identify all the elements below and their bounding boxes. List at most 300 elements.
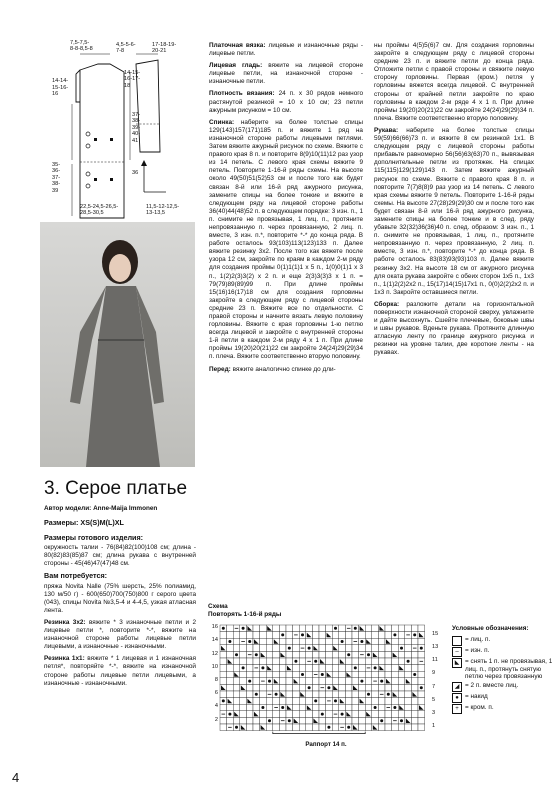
chart-cell [279, 711, 286, 718]
chart-cell [293, 671, 300, 678]
chart-cell [233, 645, 240, 652]
chart-cell [352, 652, 359, 659]
chart-cell [378, 685, 385, 692]
chart-cell [398, 711, 405, 718]
chart-cell [392, 638, 399, 645]
chart-cell [365, 704, 372, 711]
materials-text: пряжа Novita Nalle (75% шерсть, 25% полиамид, 130 м/50 г) - 600(650)700(750)800 г серого цвета (043), спицы Novita №3,5-4 и 4-4,5, узкая атласная лента. [44, 582, 196, 614]
chart-cell [299, 652, 306, 659]
yarn-over-mark [301, 634, 304, 637]
chart-cell [359, 632, 366, 639]
chart-cell [319, 691, 326, 698]
chart-cell [352, 671, 359, 678]
chart-cell [326, 645, 333, 652]
chart-cell [312, 724, 319, 731]
chart-cell [273, 652, 280, 659]
chart-cell [253, 698, 260, 705]
schematic-label-bottom-left: 22,5-24,5-26,5- 28,5-30,5 [80, 204, 119, 217]
yarn-over-mark [228, 640, 231, 643]
chart-cell [345, 645, 352, 652]
chart-cell [378, 625, 385, 632]
chart-cell [299, 724, 306, 731]
chart-cell [378, 652, 385, 659]
chart-cell [385, 652, 392, 659]
chart-cell [293, 698, 300, 705]
yarn-over-mark [360, 640, 363, 643]
chart-cell [293, 718, 300, 725]
chart-cell [306, 652, 313, 659]
chart-cell [339, 665, 346, 672]
chart-cell [293, 638, 300, 645]
legend-item-skpo: ◣ = снять 1 п. не провязывая, 1 лиц. п., протянуть снятую петлю через провязанную [452, 658, 556, 680]
chart-cell [392, 724, 399, 731]
chart-cell [398, 625, 405, 632]
yarn-over-mark [347, 653, 350, 656]
chart-cell [286, 658, 293, 665]
chart-cell [306, 665, 313, 672]
chart-cell [352, 645, 359, 652]
chart-cell [299, 691, 306, 698]
chart-cell [233, 711, 240, 718]
schematic-label-side-right-mid: 37- 38- 39- 40- 41 [132, 112, 141, 144]
chart-cell [293, 625, 300, 632]
chart-cell [286, 685, 293, 692]
chart-cell [260, 632, 267, 639]
chart-cell [418, 625, 425, 632]
sleeve-text: наберите на более толстые спицы 59(59)66(66)73 п. и вяжите 8 см резинкой 1х1. В следующем ряду с лицевой стороны работы прибавьте равномерно 56(56)63(63)70 п., вывязывая дополнительные петли из протяжек. На спицах 115(115)129(129)143 п. Затем вяжите ажурный рисунок по схеме. Вяжите с правого края 8 п. и повторите 7(7)8(8)9 раз узор из 14 петель. С левого края схемы вяжите 9 петель. Повторите 1-16-й ряды схемы. На высоте 27(28)29(29)30 см и после того как будет связан 8-й или 16-й ряд ажурного рисунка, замените спицы на более тонкие и в след. ряду убавьте 32(32)36(36)40 п. след. образом: 3 изн. п., 1 п. снимите не провязывая, 1 лиц. п., протяните непровязанную п. через провязанную, 2 лиц. п. вместе, 3 изн. п.*, повторите *-* до конца ряда. В работе осталось 83(83)93(93)103 п. Далее вяжите резинку 3х2. На высоте 18 см от ажурного рисунка для оката рукава закройте с обеих сторон 1х5 п., 1х3 п., 1(1)2(2)2х2 п., 15(17)14(15)17х1 п., 0(0)2(2)2х2 п. и 1х3 п. Закройте оставшиеся петли. [374, 126, 534, 296]
chart-cell [253, 678, 260, 685]
chart-cell [339, 632, 346, 639]
chart-cell [299, 658, 306, 665]
chart-cell [332, 691, 339, 698]
chart-cell [372, 625, 379, 632]
yarn-over-mark [281, 634, 284, 637]
chart-cell [246, 691, 253, 698]
chart-cell [279, 638, 286, 645]
right-column [374, 42, 534, 360]
yarn-over-mark [413, 634, 416, 637]
chart-cell [233, 718, 240, 725]
chart-cell [220, 718, 227, 725]
chart-cell [286, 711, 293, 718]
chart-cell [227, 665, 234, 672]
chart-cell [306, 718, 313, 725]
chart-cell [405, 652, 412, 659]
chart-cell [352, 698, 359, 705]
finished-label: Размеры готового изделия: [44, 532, 144, 542]
chart-cell [352, 718, 359, 725]
chart-cell [411, 625, 418, 632]
chart-row-number: 1 [432, 723, 436, 730]
chart-cell [411, 638, 418, 645]
yarn-over-mark [314, 700, 317, 703]
assembly-label: Сборка: [374, 300, 400, 308]
chart-cell [240, 645, 247, 652]
chart-cell [253, 718, 260, 725]
chart-cell [332, 665, 339, 672]
yarn-over-mark [407, 660, 410, 663]
chart-cell [246, 724, 253, 731]
yarn-over-mark [327, 686, 330, 689]
chart-row-number: 7 [432, 683, 436, 690]
chart-cell [227, 625, 234, 632]
chart-cell [405, 685, 412, 692]
chart-row-number: 4 [214, 703, 218, 710]
chart-cell [352, 711, 359, 718]
chart-cell [273, 671, 280, 678]
chart-cell [339, 645, 346, 652]
chart-row-number: 14 [211, 637, 218, 644]
chart-cell [246, 658, 253, 665]
chart-cell [273, 645, 280, 652]
chart-cell [253, 711, 260, 718]
rib32-text: вяжите * 3 изнаночные петли и 2 лицевые петли *, повторите *-*, вяжите на изнаночной стороне работы лицевые петли лицевыми, а изнаночные - изнаночными. [44, 618, 196, 651]
yarn-over-mark [420, 647, 423, 650]
chart-cell [306, 638, 313, 645]
chart-cell [378, 658, 385, 665]
chart-cell [266, 638, 273, 645]
chart-grid [208, 621, 444, 745]
chart-cell [359, 685, 366, 692]
chart-cell [319, 632, 326, 639]
chart-cell [260, 658, 267, 665]
chart-cell [253, 671, 260, 678]
yarn-over-mark [261, 667, 264, 670]
yarn-over-mark [308, 647, 311, 650]
chart-cell [312, 632, 319, 639]
yarn-over-mark [341, 713, 344, 716]
chart-cell [286, 638, 293, 645]
chart-cell [359, 665, 366, 672]
k2tog-symbol-icon: ◢ [452, 682, 462, 692]
chart-cell [392, 665, 399, 672]
chart-cell [279, 658, 286, 665]
chart-cell [319, 652, 326, 659]
chart-cell [378, 711, 385, 718]
chart-cell [319, 698, 326, 705]
chart-cell [411, 658, 418, 665]
chart-cell [220, 724, 227, 731]
chart-cell [326, 652, 333, 659]
chart-cell [246, 645, 253, 652]
chart-cell [339, 678, 346, 685]
chart-cell [418, 724, 425, 731]
chart-cell [253, 685, 260, 692]
yarn-over-mark [255, 693, 258, 696]
chart-cell [240, 718, 247, 725]
page-title: 3. Серое платье [44, 478, 188, 499]
chart-cell [266, 698, 273, 705]
chart-cell [293, 665, 300, 672]
chart-cell [359, 691, 366, 698]
rib11-label: Резинка 1х1: [44, 655, 85, 663]
chart-cell [392, 625, 399, 632]
chart-cell [411, 698, 418, 705]
chart-cell [359, 625, 366, 632]
chart-cell [227, 671, 234, 678]
chart-cell [293, 645, 300, 652]
chart-cell [220, 638, 227, 645]
yarn-over-mark [321, 673, 324, 676]
chart-cell [365, 711, 372, 718]
chart-cell [312, 645, 319, 652]
chart-cell [319, 638, 326, 645]
chart-cell [345, 658, 352, 665]
chart-cell [299, 698, 306, 705]
chart-cell [319, 625, 326, 632]
chart-cell [411, 724, 418, 731]
chart-cell [279, 691, 286, 698]
materials-label: Вам потребуется: [44, 571, 108, 581]
chart-cell [233, 665, 240, 672]
chart-cell [418, 671, 425, 678]
chart-cell [405, 665, 412, 672]
selvedge-symbol-icon: + [452, 704, 462, 714]
chart-cell [273, 724, 280, 731]
chart-cell [411, 678, 418, 685]
chart-cell [405, 678, 412, 685]
chart-cell [345, 718, 352, 725]
schematic-drawing [50, 42, 200, 220]
chart-cell [240, 678, 247, 685]
chart-cell [372, 658, 379, 665]
chart-cell [392, 658, 399, 665]
chart-cell [345, 638, 352, 645]
stockinette-text: вяжите на лицевой стороне лицевые петли, на изнаночной стороне - изнаночные петли. [209, 62, 364, 86]
chart-cell [260, 638, 267, 645]
chart-cell [233, 685, 240, 692]
chart-cell [273, 698, 280, 705]
chart-cell [279, 698, 286, 705]
chart-cell [240, 632, 247, 639]
chart-cell [279, 724, 286, 731]
yarn-over-mark [367, 693, 370, 696]
chart-cell [326, 632, 333, 639]
chart-cell [293, 711, 300, 718]
chart-cell [352, 658, 359, 665]
chart-cell [326, 665, 333, 672]
chart-cell [372, 718, 379, 725]
chart-row-number: 11 [432, 657, 438, 664]
chart-cell [326, 671, 333, 678]
chart-cell [293, 678, 300, 685]
chart-cell [411, 665, 418, 672]
chart-cell [299, 718, 306, 725]
legend [452, 625, 556, 715]
chart-cell [227, 652, 234, 659]
chart-cell [345, 671, 352, 678]
chart-cell [326, 638, 333, 645]
chart-cell [352, 678, 359, 685]
chart-cell [418, 678, 425, 685]
chart-cell [326, 704, 333, 711]
chart-cell [385, 698, 392, 705]
chart-cell [385, 711, 392, 718]
schematic-label-left-low: 35- 36- 37- 38- 39 [52, 162, 61, 194]
chart-cell [365, 671, 372, 678]
chart-cell [319, 718, 326, 725]
chart-title: Схема [208, 603, 228, 610]
skpo-symbol-icon: ◣ [452, 658, 462, 668]
chart-cell [365, 724, 372, 731]
chart-cell [398, 678, 405, 685]
yarn-over-mark [354, 627, 357, 630]
schematic-label-bottom-right: 11,5-12-12,5- 13-13,5 [146, 204, 180, 217]
chart-cell [286, 678, 293, 685]
chart-cell [266, 671, 273, 678]
yarn-over-mark [268, 719, 271, 722]
chart-cell [378, 724, 385, 731]
chart-row-number: 10 [211, 663, 218, 670]
chart-cell [227, 718, 234, 725]
chart-cell [286, 652, 293, 659]
chart-cell [326, 718, 333, 725]
chart-cell [332, 724, 339, 731]
sizes-label: Размеры: [44, 518, 79, 528]
chart-cell [312, 685, 319, 692]
chart-cell [266, 724, 273, 731]
yarn-over-mark [341, 640, 344, 643]
chart-cell [372, 638, 379, 645]
chart-cell [405, 625, 412, 632]
chart-cell [385, 632, 392, 639]
chart-cell [227, 685, 234, 692]
chart-cell [306, 711, 313, 718]
chart-cell [398, 671, 405, 678]
yarn-over-mark [374, 706, 377, 709]
knitting-chart [208, 603, 444, 748]
chart-cell [339, 691, 346, 698]
chart-cell [240, 652, 247, 659]
chart-cell [345, 711, 352, 718]
yarn-over-mark [387, 693, 390, 696]
chart-cell [392, 678, 399, 685]
chart-cell [418, 718, 425, 725]
chart-cell [392, 671, 399, 678]
chart-cell [233, 704, 240, 711]
chart-cell [332, 718, 339, 725]
chart-cell [385, 685, 392, 692]
page-number: 4 [12, 770, 20, 785]
chart-cell [233, 691, 240, 698]
chart-cell [260, 652, 267, 659]
chart-cell [246, 718, 253, 725]
chart-cell [266, 711, 273, 718]
chart-cell [260, 698, 267, 705]
chart-cell [398, 658, 405, 665]
chart-cell [227, 632, 234, 639]
chart-cell [306, 691, 313, 698]
chart-cell [240, 691, 247, 698]
chart-cell [332, 652, 339, 659]
chart-cell [378, 645, 385, 652]
chart-cell [273, 658, 280, 665]
yarn-over-mark [367, 653, 370, 656]
chart-cell [227, 691, 234, 698]
legend-item-knit: = лиц. п. [452, 636, 556, 646]
chart-cell [299, 685, 306, 692]
yarn-over-mark [248, 680, 251, 683]
chart-cell [286, 625, 293, 632]
chart-cell [365, 632, 372, 639]
chart-cell [359, 645, 366, 652]
chart-cell [266, 704, 273, 711]
chart-cell [378, 671, 385, 678]
author-label: Автор модели: [44, 505, 92, 512]
schematic-label-top-left: 7,5-7,5- 8-8-8,5-8 [70, 40, 93, 53]
chart-cell [273, 718, 280, 725]
yarn-over-mark [400, 647, 403, 650]
chart-cell [398, 691, 405, 698]
chart-cell [279, 665, 286, 672]
chart-cell [411, 685, 418, 692]
chart-cell [299, 665, 306, 672]
chart-cell [378, 638, 385, 645]
chart-cell [405, 698, 412, 705]
chart-cell [299, 638, 306, 645]
chart-cell [385, 665, 392, 672]
chart-cell [398, 685, 405, 692]
rib11-text: вяжите * 1 лицевая и 1 изнаночная петля*, повторяйте *-*, вяжите на изнаночной стороне работы лицевые петли лицевыми, а изнаночные - изнаночными. [44, 655, 196, 687]
assembly-text: разложите детали на горизонтальной поверхности изнаночной стороной сверху, увлажните и дайте высохнуть. Сшейте плечевые, боковые швы и швы рукавов. Вденьте рукава. Протяните длинную атласную ленту по границе ажурного рисунка и резинки на уровне талии, две короткие ленты - на рукавах. [374, 300, 534, 357]
chart-cell [411, 652, 418, 659]
chart-cell [326, 691, 333, 698]
chart-cell [372, 711, 379, 718]
chart-cell [378, 704, 385, 711]
chart-cell [372, 698, 379, 705]
chart-cell [332, 638, 339, 645]
chart-cell [279, 678, 286, 685]
chart-cell [306, 698, 313, 705]
yarn-over-mark [413, 673, 416, 676]
chart-cell [266, 652, 273, 659]
chart-cell [266, 685, 273, 692]
yarn-over-mark [400, 719, 403, 722]
chart-cell [405, 671, 412, 678]
chart-cell [332, 658, 339, 665]
yarn-over-mark [242, 627, 245, 630]
chart-cell [339, 652, 346, 659]
chart-cell [293, 724, 300, 731]
chart-cell [352, 632, 359, 639]
yarn-over-mark [393, 706, 396, 709]
chart-cell [339, 718, 346, 725]
chart-cell [227, 645, 234, 652]
chart-cell [378, 632, 385, 639]
chart-cell [418, 665, 425, 672]
finished-text: окружность талии - 76(84)82(100)108 см; длина - 80(82)83(85)87 см; длина рукава с внутренней стороны - 45(46)47(47)48 см. [44, 543, 196, 568]
chart-cell [365, 645, 372, 652]
yarn-over-mark [301, 673, 304, 676]
chart-cell [299, 704, 306, 711]
front-label: Перед: [209, 365, 231, 373]
author-name: Anne-Maija Immonen [93, 505, 158, 512]
chart-cell [266, 658, 273, 665]
chart-cell [240, 698, 247, 705]
chart-cell [365, 658, 372, 665]
chart-row-number: 9 [432, 670, 436, 677]
yarn-over-mark [321, 713, 324, 716]
chart-cell [253, 632, 260, 639]
yarn-over-mark [222, 627, 225, 630]
back-label: Спинка: [209, 118, 235, 126]
chart-cell [312, 665, 319, 672]
chart-cell [266, 625, 273, 632]
chart-cell [246, 665, 253, 672]
chart-cell [319, 678, 326, 685]
chart-cell [332, 678, 339, 685]
chart-cell [345, 678, 352, 685]
